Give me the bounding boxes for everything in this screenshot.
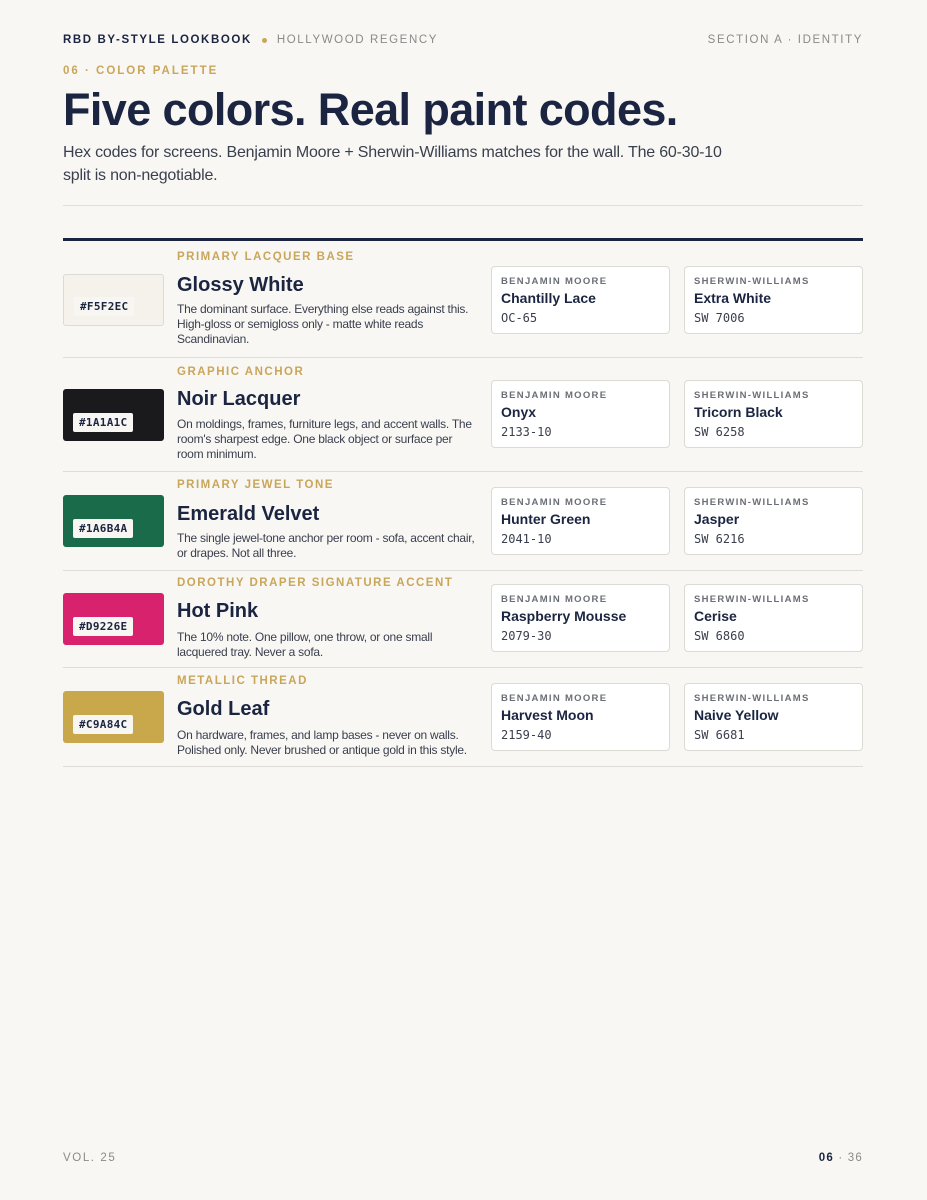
palette-row: [63, 668, 863, 767]
paint-code: 2079-30: [501, 629, 552, 643]
paint-brand: SHERWIN-WILLIAMS: [694, 497, 810, 508]
color-swatch: [63, 691, 164, 743]
color-description: On moldings, frames, furniture legs, and accent walls. The room's sharpest edge. One black object or surface per room minimum.: [177, 417, 472, 461]
page-subtitle: Hex codes for screens. Benjamin Moore + Sherwin-Williams matches for the wall. The 60-30-10 split is non-negotiable.: [63, 144, 722, 184]
paint-brand: SHERWIN-WILLIAMS: [694, 390, 810, 401]
volume-label: VOL. 25: [63, 1152, 117, 1164]
paint-name: Raspberry Mousse: [501, 608, 627, 624]
sherwin-williams-card: [684, 487, 863, 555]
paint-code: 2133-10: [501, 425, 552, 439]
sherwin-williams-card: [684, 683, 863, 751]
page-separator: ·: [833, 1152, 848, 1164]
benjamin-moore-card: [491, 266, 670, 334]
color-swatch: [63, 389, 164, 441]
section-kicker: 06 · COLOR PALETTE: [63, 65, 219, 77]
hex-code: #D9226E: [73, 617, 133, 636]
paint-brand: BENJAMIN MOORE: [501, 276, 608, 287]
hex-code: #1A6B4A: [73, 519, 133, 538]
paint-name: Hunter Green: [501, 511, 591, 527]
palette-row: [63, 472, 863, 571]
paint-brand: SHERWIN-WILLIAMS: [694, 594, 810, 605]
color-name: Glossy White: [177, 274, 304, 296]
color-description: The 10% note. One pillow, one throw, or one small lacquered tray. Never a sofa.: [177, 630, 433, 659]
benjamin-moore-card: [491, 380, 670, 448]
hex-code: #F5F2EC: [74, 297, 134, 316]
top-header: [63, 32, 863, 48]
paint-code: SW 6681: [694, 728, 745, 742]
sherwin-williams-card: [684, 584, 863, 652]
color-name: Noir Lacquer: [177, 388, 301, 410]
color-swatch: [63, 593, 164, 645]
paint-name: Jasper: [694, 511, 740, 527]
paint-code: SW 7006: [694, 311, 745, 325]
color-description: The single jewel-tone anchor per room - sofa, accent chair, or drapes. Not all three.: [177, 531, 475, 560]
palette-row: [63, 241, 863, 358]
benjamin-moore-card: [491, 487, 670, 555]
brand-name: RBD BY-STYLE LOOKBOOK: [63, 34, 252, 46]
paint-code: OC-65: [501, 311, 538, 325]
benjamin-moore-card: [491, 584, 670, 652]
color-description: The dominant surface. Everything else reads against this. High-gloss or semigloss only - matte white reads Scandinavian.: [177, 302, 469, 346]
palette-row: [63, 358, 863, 472]
lookbook-page: [63, 0, 863, 1200]
color-name: Hot Pink: [177, 600, 259, 622]
sherwin-williams-card: [684, 380, 863, 448]
paint-code: SW 6216: [694, 532, 745, 546]
paint-name: Cerise: [694, 608, 737, 624]
total-pages: 36: [847, 1152, 863, 1164]
palette-row: [63, 571, 863, 668]
color-role: METALLIC THREAD: [177, 675, 308, 687]
section-label: SECTION A · IDENTITY: [707, 34, 863, 46]
color-role: PRIMARY JEWEL TONE: [177, 479, 334, 491]
color-swatch: [63, 274, 164, 326]
page-number: [819, 1152, 863, 1164]
hex-code: #1A1A1C: [73, 413, 133, 432]
paint-brand: BENJAMIN MOORE: [501, 390, 608, 401]
color-role: PRIMARY LACQUER BASE: [177, 251, 355, 263]
sherwin-williams-card: [684, 266, 863, 334]
hex-code: #C9A84C: [73, 715, 133, 734]
paint-name: Chantilly Lace: [501, 290, 596, 306]
paint-brand: BENJAMIN MOORE: [501, 497, 608, 508]
color-role: GRAPHIC ANCHOR: [177, 366, 305, 378]
page-title: Five colors. Real paint codes.: [63, 84, 678, 135]
paint-name: Tricorn Black: [694, 404, 783, 420]
paint-brand: BENJAMIN MOORE: [501, 594, 608, 605]
style-name: HOLLYWOOD REGENCY: [276, 34, 439, 46]
color-role: DOROTHY DRAPER SIGNATURE ACCENT: [177, 577, 454, 589]
paint-code: SW 6860: [694, 629, 745, 643]
paint-code: SW 6258: [694, 425, 745, 439]
divider: [63, 205, 863, 206]
color-name: Gold Leaf: [177, 698, 270, 720]
paint-name: Onyx: [501, 404, 537, 420]
paint-name: Extra White: [694, 290, 772, 306]
color-description: On hardware, frames, and lamp bases - never on walls. Polished only. Never brushed or antique gold in this style.: [177, 728, 467, 757]
current-page: 06: [818, 1152, 834, 1164]
separator-dot-icon: [262, 38, 267, 43]
brand-lockup: [63, 34, 438, 46]
paint-brand: SHERWIN-WILLIAMS: [694, 276, 810, 287]
benjamin-moore-card: [491, 683, 670, 751]
paint-brand: BENJAMIN MOORE: [501, 693, 608, 704]
paint-code: 2159-40: [501, 728, 552, 742]
paint-name: Harvest Moon: [501, 707, 594, 723]
color-swatch: [63, 495, 164, 547]
paint-name: Naive Yellow: [694, 707, 779, 723]
paint-brand: SHERWIN-WILLIAMS: [694, 693, 810, 704]
color-name: Emerald Velvet: [177, 503, 320, 525]
paint-code: 2041-10: [501, 532, 552, 546]
